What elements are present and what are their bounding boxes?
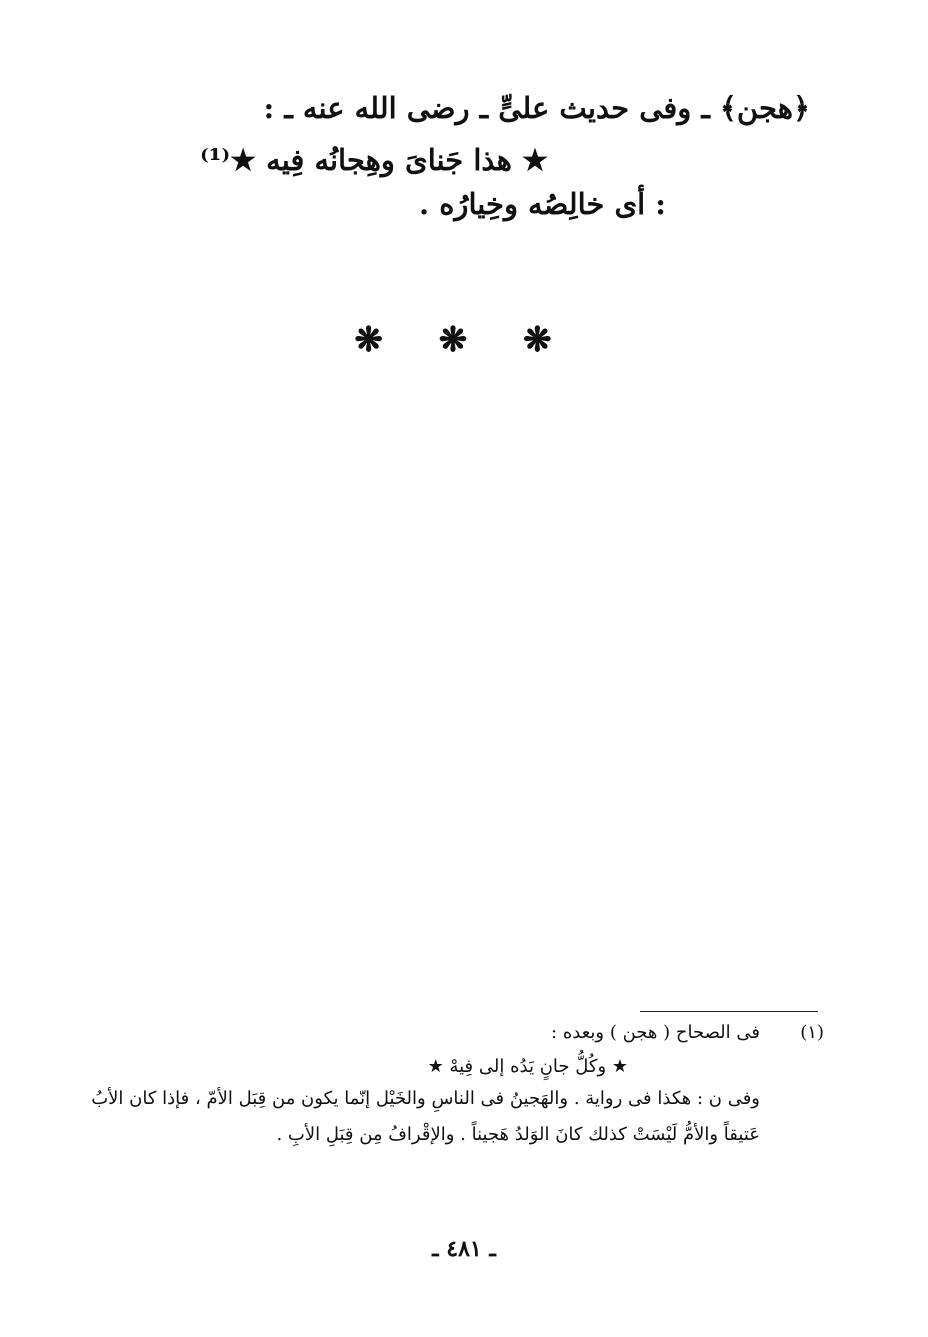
entry-heading-line: ﴿هجن﴾ ـ وفى حديث علىٍّ ـ رضى الله عنه ـ : — [263, 91, 810, 125]
footnote-line: عَتيقاً والأمُّ لَيْسَتْ كذلك كانَ الوَلدُ هَجيناً . والإقْرافُ مِن قِبَلِ الأبِ . — [276, 1124, 760, 1145]
section-separator: ❋ ❋ ❋ — [354, 320, 574, 360]
quoted-verse-line: ★ هذا جَناىَ وهِجانُه فِيه ★⁽¹⁾ — [200, 143, 548, 177]
footnote-line: فى الصحاح ( هجن ) وبعده : — [551, 1022, 760, 1043]
footnote-verse-line: ★ وكُلُّ جانٍ يَدُه إلى فِيهْ ★ — [427, 1056, 628, 1077]
footnote-line: وفى ن : هكذا فى رواية . والهَجينُ فى الناسِ والخَيْل إنّما يكون من قِبَل الأمّ ، فإذا كان الأبُ — [91, 1088, 760, 1109]
explanation-line: : أى خالِصُه وخِيارُه . — [419, 187, 666, 221]
page-number: ـ ٤٨١ ـ — [432, 1236, 496, 1262]
footnote-number: (١) — [800, 1022, 824, 1043]
footnote-divider — [640, 1011, 818, 1012]
